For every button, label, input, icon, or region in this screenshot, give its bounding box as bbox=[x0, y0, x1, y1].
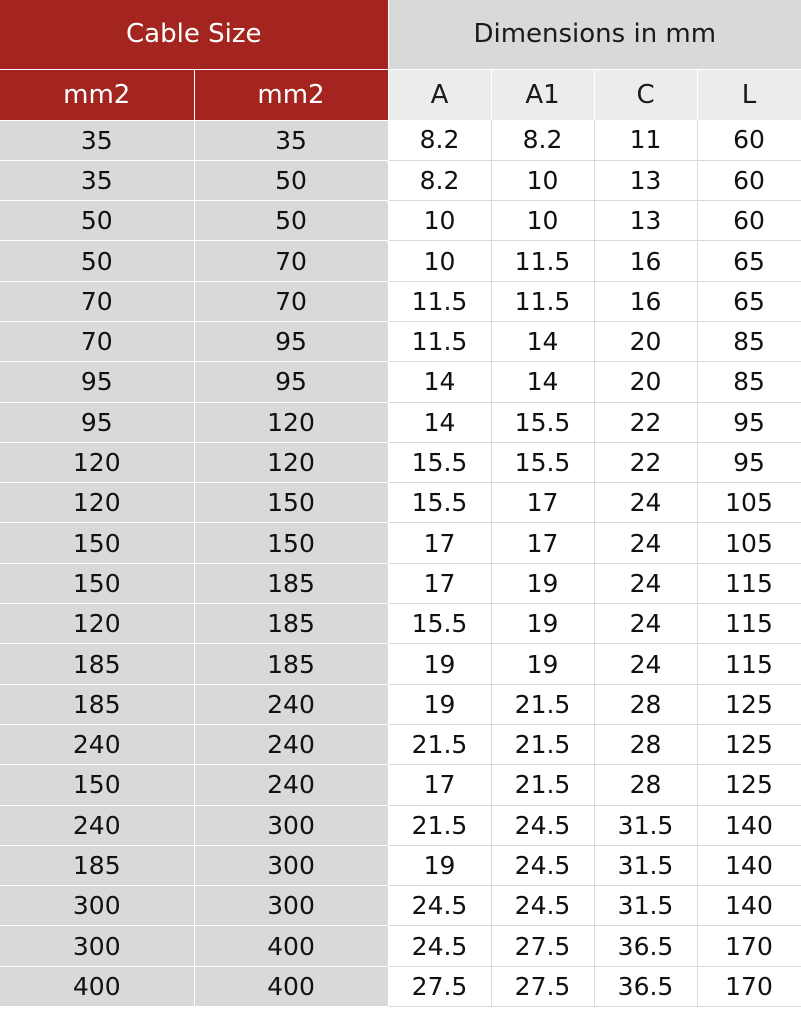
table-row bbox=[0, 765, 801, 805]
table-row bbox=[0, 362, 801, 402]
cell-dim-a: 10 bbox=[388, 241, 491, 281]
cell-dim-a1: 11.5 bbox=[491, 241, 594, 281]
cell-dim-l: 125 bbox=[697, 765, 801, 805]
cell-dim-a1: 19 bbox=[491, 644, 594, 684]
header-row-top bbox=[0, 0, 801, 69]
cell-cable-size-2: 185 bbox=[194, 604, 388, 644]
cell-cable-size-2: 70 bbox=[194, 241, 388, 281]
cell-cable-size-1: 185 bbox=[0, 684, 194, 724]
cell-dim-a1: 19 bbox=[491, 563, 594, 603]
cell-dim-a: 14 bbox=[388, 362, 491, 402]
cell-dim-a1: 8.2 bbox=[491, 120, 594, 160]
cell-dim-c: 22 bbox=[594, 402, 697, 442]
cell-dim-a1: 24.5 bbox=[491, 845, 594, 885]
cell-dim-c: 24 bbox=[594, 644, 697, 684]
cell-dim-c: 36.5 bbox=[594, 926, 697, 966]
cell-dim-c: 22 bbox=[594, 442, 697, 482]
table-row bbox=[0, 604, 801, 644]
cell-dim-a: 10 bbox=[388, 201, 491, 241]
table-row bbox=[0, 805, 801, 845]
table-body bbox=[0, 120, 801, 1007]
cell-dim-a: 15.5 bbox=[388, 442, 491, 482]
cell-dim-c: 24 bbox=[594, 563, 697, 603]
cell-cable-size-1: 70 bbox=[0, 321, 194, 361]
cell-dim-a: 15.5 bbox=[388, 483, 491, 523]
cell-dim-c: 28 bbox=[594, 765, 697, 805]
cell-dim-c: 13 bbox=[594, 160, 697, 200]
cell-dim-a: 11.5 bbox=[388, 281, 491, 321]
table-row bbox=[0, 120, 801, 160]
cell-cable-size-2: 50 bbox=[194, 201, 388, 241]
cell-cable-size-2: 185 bbox=[194, 644, 388, 684]
cell-dim-a1: 27.5 bbox=[491, 966, 594, 1006]
cell-dim-l: 65 bbox=[697, 281, 801, 321]
cell-dim-a1: 15.5 bbox=[491, 402, 594, 442]
cell-dim-c: 28 bbox=[594, 684, 697, 724]
cell-dim-c: 24 bbox=[594, 604, 697, 644]
cell-cable-size-2: 95 bbox=[194, 362, 388, 402]
column-header-a1: A1 bbox=[491, 69, 594, 120]
cell-dim-a1: 19 bbox=[491, 604, 594, 644]
table-row bbox=[0, 321, 801, 361]
cell-dim-c: 36.5 bbox=[594, 966, 697, 1006]
cell-dim-c: 24 bbox=[594, 483, 697, 523]
cell-cable-size-1: 120 bbox=[0, 604, 194, 644]
cell-dim-a: 21.5 bbox=[388, 724, 491, 764]
cell-cable-size-1: 150 bbox=[0, 765, 194, 805]
cell-dim-a: 27.5 bbox=[388, 966, 491, 1006]
column-header-a: A bbox=[388, 69, 491, 120]
cell-cable-size-2: 400 bbox=[194, 926, 388, 966]
cell-cable-size-1: 150 bbox=[0, 563, 194, 603]
cell-cable-size-1: 240 bbox=[0, 724, 194, 764]
cell-cable-size-2: 120 bbox=[194, 442, 388, 482]
cell-dim-a: 17 bbox=[388, 563, 491, 603]
cell-dim-a: 24.5 bbox=[388, 926, 491, 966]
cell-dim-l: 170 bbox=[697, 926, 801, 966]
cell-cable-size-2: 150 bbox=[194, 523, 388, 563]
cell-dim-a: 19 bbox=[388, 644, 491, 684]
cell-dim-l: 105 bbox=[697, 483, 801, 523]
cell-dim-a1: 11.5 bbox=[491, 281, 594, 321]
cell-cable-size-2: 185 bbox=[194, 563, 388, 603]
cell-cable-size-1: 120 bbox=[0, 442, 194, 482]
table-row bbox=[0, 845, 801, 885]
cell-dim-c: 16 bbox=[594, 281, 697, 321]
table-row bbox=[0, 201, 801, 241]
cell-cable-size-1: 300 bbox=[0, 886, 194, 926]
cell-cable-size-2: 300 bbox=[194, 886, 388, 926]
cell-dim-l: 95 bbox=[697, 402, 801, 442]
cell-dim-l: 115 bbox=[697, 644, 801, 684]
cell-cable-size-1: 185 bbox=[0, 845, 194, 885]
table-row bbox=[0, 483, 801, 523]
cell-dim-l: 140 bbox=[697, 845, 801, 885]
cell-cable-size-2: 150 bbox=[194, 483, 388, 523]
cell-cable-size-1: 95 bbox=[0, 402, 194, 442]
cell-dim-l: 140 bbox=[697, 886, 801, 926]
cell-cable-size-2: 50 bbox=[194, 160, 388, 200]
cell-dim-a: 24.5 bbox=[388, 886, 491, 926]
cell-dim-c: 31.5 bbox=[594, 886, 697, 926]
cell-cable-size-1: 150 bbox=[0, 523, 194, 563]
cell-dim-l: 85 bbox=[697, 362, 801, 402]
table-row bbox=[0, 724, 801, 764]
cell-dim-a1: 10 bbox=[491, 201, 594, 241]
cell-cable-size-1: 300 bbox=[0, 926, 194, 966]
table-row bbox=[0, 281, 801, 321]
cell-cable-size-1: 70 bbox=[0, 281, 194, 321]
cell-dim-a1: 15.5 bbox=[491, 442, 594, 482]
cell-cable-size-2: 240 bbox=[194, 765, 388, 805]
cell-dim-l: 60 bbox=[697, 201, 801, 241]
cell-cable-size-1: 35 bbox=[0, 160, 194, 200]
table-row bbox=[0, 966, 801, 1006]
cell-cable-size-1: 400 bbox=[0, 966, 194, 1006]
cell-dim-l: 140 bbox=[697, 805, 801, 845]
cell-cable-size-1: 35 bbox=[0, 120, 194, 160]
cell-dim-a1: 24.5 bbox=[491, 886, 594, 926]
cell-dim-l: 125 bbox=[697, 684, 801, 724]
cell-dim-c: 31.5 bbox=[594, 805, 697, 845]
cell-cable-size-2: 400 bbox=[194, 966, 388, 1006]
table-row bbox=[0, 886, 801, 926]
cell-dim-l: 115 bbox=[697, 604, 801, 644]
cell-dim-a1: 14 bbox=[491, 362, 594, 402]
cell-dim-l: 60 bbox=[697, 160, 801, 200]
table-row bbox=[0, 523, 801, 563]
cell-dim-a1: 21.5 bbox=[491, 765, 594, 805]
dimensions-header: Dimensions in mm bbox=[388, 0, 801, 69]
cell-dim-a: 19 bbox=[388, 845, 491, 885]
cell-dim-c: 11 bbox=[594, 120, 697, 160]
cable-size-header: Cable Size bbox=[0, 0, 388, 69]
cell-dim-a1: 14 bbox=[491, 321, 594, 361]
cell-cable-size-1: 185 bbox=[0, 644, 194, 684]
unit-header-mm2-first: mm2 bbox=[0, 69, 194, 120]
cell-cable-size-2: 95 bbox=[194, 321, 388, 361]
cell-dim-c: 16 bbox=[594, 241, 697, 281]
cell-dim-a: 15.5 bbox=[388, 604, 491, 644]
cell-cable-size-1: 120 bbox=[0, 483, 194, 523]
cell-dim-a1: 17 bbox=[491, 483, 594, 523]
cell-dim-l: 85 bbox=[697, 321, 801, 361]
cell-dim-a: 21.5 bbox=[388, 805, 491, 845]
cell-dim-a1: 24.5 bbox=[491, 805, 594, 845]
cell-dim-l: 105 bbox=[697, 523, 801, 563]
cell-cable-size-1: 240 bbox=[0, 805, 194, 845]
cell-cable-size-2: 120 bbox=[194, 402, 388, 442]
table-row bbox=[0, 563, 801, 603]
cell-dim-a: 17 bbox=[388, 523, 491, 563]
cell-dim-l: 65 bbox=[697, 241, 801, 281]
cell-dim-a1: 10 bbox=[491, 160, 594, 200]
cell-dim-a1: 21.5 bbox=[491, 684, 594, 724]
cell-dim-a1: 21.5 bbox=[491, 724, 594, 764]
cell-cable-size-2: 300 bbox=[194, 805, 388, 845]
table-row bbox=[0, 644, 801, 684]
cell-dim-a: 14 bbox=[388, 402, 491, 442]
cell-dim-a1: 17 bbox=[491, 523, 594, 563]
cell-dim-c: 20 bbox=[594, 362, 697, 402]
cell-dim-l: 170 bbox=[697, 966, 801, 1006]
cell-dim-a: 8.2 bbox=[388, 160, 491, 200]
cell-dim-a: 17 bbox=[388, 765, 491, 805]
table-row bbox=[0, 926, 801, 966]
cell-cable-size-2: 70 bbox=[194, 281, 388, 321]
cell-cable-size-2: 35 bbox=[194, 120, 388, 160]
cell-cable-size-2: 240 bbox=[194, 724, 388, 764]
cell-cable-size-2: 240 bbox=[194, 684, 388, 724]
cell-dim-c: 24 bbox=[594, 523, 697, 563]
cell-dim-c: 13 bbox=[594, 201, 697, 241]
table-row bbox=[0, 402, 801, 442]
table-row bbox=[0, 442, 801, 482]
table-row bbox=[0, 241, 801, 281]
cell-cable-size-1: 50 bbox=[0, 241, 194, 281]
column-header-l: L bbox=[697, 69, 801, 120]
cell-dim-a: 8.2 bbox=[388, 120, 491, 160]
column-header-c: C bbox=[594, 69, 697, 120]
cell-dim-l: 115 bbox=[697, 563, 801, 603]
cell-dim-l: 125 bbox=[697, 724, 801, 764]
cell-dim-l: 95 bbox=[697, 442, 801, 482]
cell-dim-a: 19 bbox=[388, 684, 491, 724]
cell-dim-c: 20 bbox=[594, 321, 697, 361]
cell-dim-a: 11.5 bbox=[388, 321, 491, 361]
cell-cable-size-1: 50 bbox=[0, 201, 194, 241]
cell-dim-a1: 27.5 bbox=[491, 926, 594, 966]
cell-dim-c: 31.5 bbox=[594, 845, 697, 885]
cell-dim-l: 60 bbox=[697, 120, 801, 160]
header-row-units bbox=[0, 69, 801, 120]
cell-cable-size-1: 95 bbox=[0, 362, 194, 402]
table-row bbox=[0, 684, 801, 724]
cell-cable-size-2: 300 bbox=[194, 845, 388, 885]
table-row bbox=[0, 160, 801, 200]
cell-dim-c: 28 bbox=[594, 724, 697, 764]
unit-header-mm2-second: mm2 bbox=[194, 69, 388, 120]
